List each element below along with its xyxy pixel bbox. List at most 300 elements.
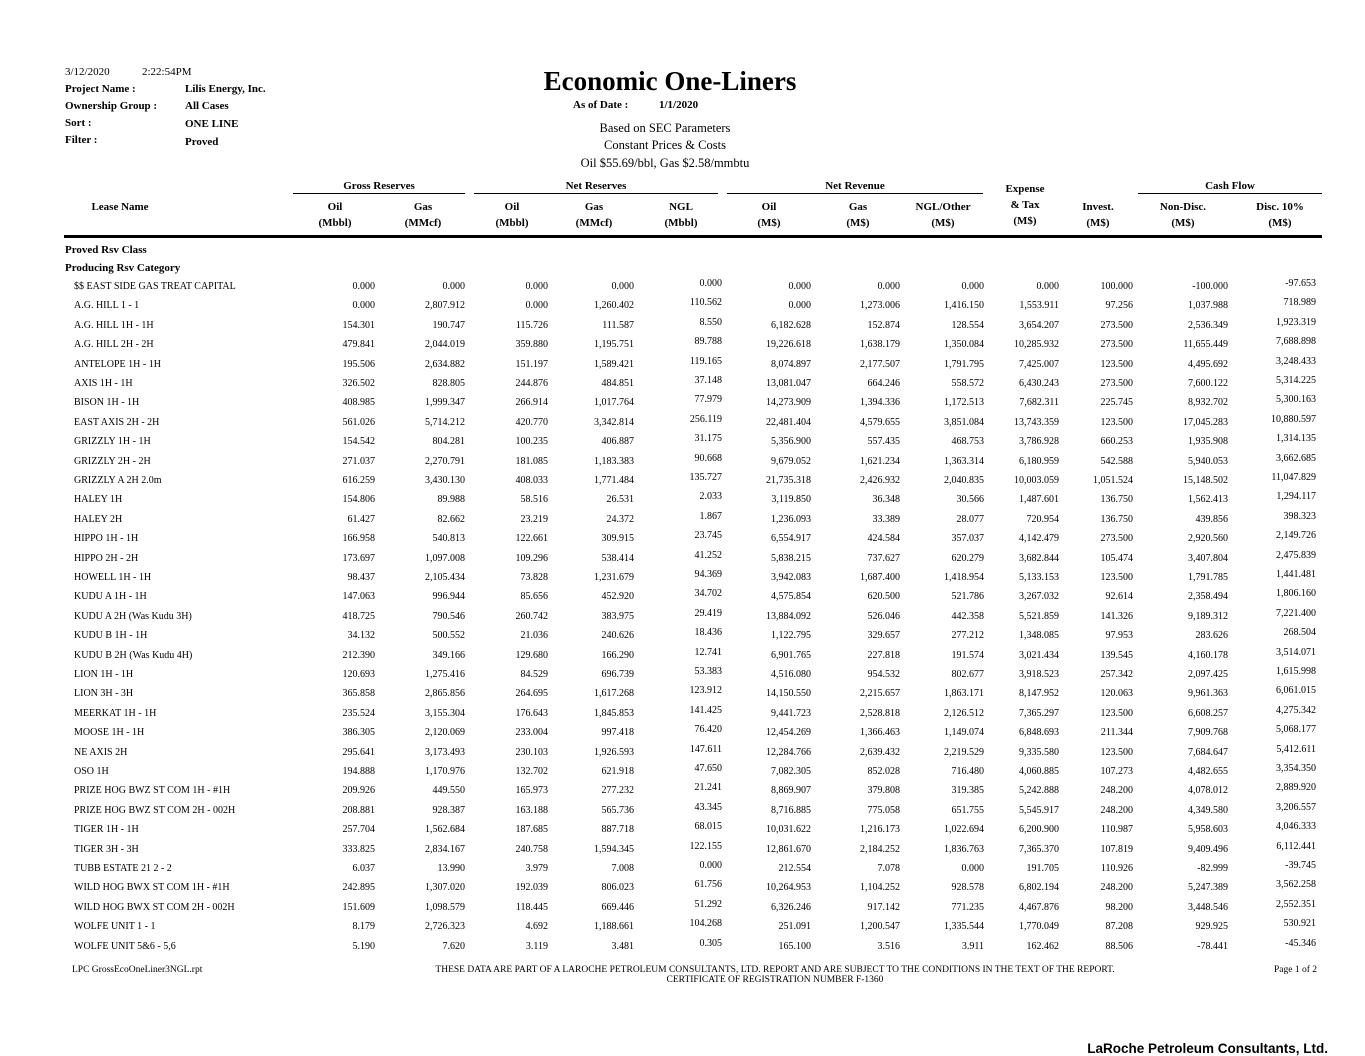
disc-10-cell: 530.921 [1283,918,1316,930]
rev-ngl-other-cell: 1,863.171 [944,688,984,700]
gross-gas-cell: 790.546 [432,610,465,622]
net-gas-cell: 1,771.484 [594,475,634,486]
net-oil-cell: 176.643 [515,707,548,719]
net-ngl-cell: 0.000 [699,860,722,871]
lease-name-cell: KUDU B 1H - 1H [74,630,148,642]
lease-name-cell: ANTELOPE 1H - 1H [74,358,161,370]
gross-oil-cell: 561.026 [342,416,375,428]
net-gas-cell: 1,195.751 [594,339,634,351]
filter-value: Proved [185,136,219,148]
net-oil-cell: 118.445 [515,901,548,913]
rev-ngl-other-cell: 802.677 [951,669,984,680]
expense-tax-cell: 1,348.085 [1019,630,1059,642]
non-disc-cell: 1,037.988 [1188,300,1228,312]
disc-10-cell: 1,923.319 [1276,316,1316,328]
net-ngl-cell: 43.345 [694,801,722,813]
gross-gas-cell: 1,307.020 [425,882,465,894]
rev-ngl-other-cell: 357.037 [951,533,984,545]
net-oil-cell: 230.103 [515,746,548,758]
net-gas-cell: 1,188.661 [594,921,634,933]
lease-name-cell: TIGER 1H - 1H [74,824,139,836]
non-disc-cell: -78.441 [1197,940,1228,952]
expense-tax-cell: 3,786.928 [1019,436,1059,448]
table-row [0,588,1365,610]
net-oil-cell: 192.039 [515,882,548,894]
invest-cell: 123.500 [1100,572,1133,583]
reserve-category-label: Producing Rsv Category [65,262,181,274]
disc-10-cell: 1,806.160 [1276,588,1316,600]
net-oil-cell: 264.695 [515,688,548,700]
table-row [0,743,1365,766]
net-oil-cell: 73.828 [520,572,548,583]
rev-oil-cell: 22,481.404 [766,416,811,428]
rev-gas-cell: 1,366.463 [860,727,900,739]
table-row [0,297,1365,319]
rev-ngl-other-cell: 1,363.314 [944,455,984,467]
net-ngl-cell: 68.015 [694,821,722,833]
table-row [0,937,1365,960]
non-disc-cell: -100.000 [1192,281,1228,292]
net-ngl-cell: 90.668 [694,452,722,464]
ownership-group-label: Ownership Group : [65,100,158,112]
rev-ngl-other-cell: 0.000 [961,863,984,874]
rev-oil-cell: 10,264.953 [766,882,811,894]
net-gas-cell: 1,589.421 [594,358,634,370]
non-disc-cell: 9,189.312 [1188,610,1228,622]
non-disc-cell: 15,148.502 [1183,475,1228,486]
rev-oil-cell: 14,273.909 [766,397,811,409]
net-gas-cell: 887.718 [601,824,634,836]
net-oil-cell: 165.973 [515,785,548,797]
gross-gas-cell: 449.550 [432,785,465,797]
lease-name-cell: OSO 1H [74,766,109,777]
gross-oil-cell: 295.641 [342,746,375,758]
rev-ngl-other-cell: 0.000 [961,281,984,292]
net-ngl-cell: 31.175 [694,433,722,445]
lease-name-cell: A.G. HILL 1H - 1H [74,319,154,331]
rev-gas-cell: 424.584 [867,533,900,545]
filter-label: Filter : [65,134,98,146]
disc-10-cell: 2,889.920 [1276,782,1316,794]
table-row [0,627,1365,649]
non-disc-cell: 5,940.053 [1188,455,1228,467]
rev-gas-cell: 526.046 [867,610,900,622]
table-row [0,491,1365,513]
lease-name-cell: NE AXIS 2H [74,746,128,758]
rev-gas-cell: 737.627 [867,552,900,564]
lease-name-cell: PRIZE HOG BWZ ST COM 1H - #1H [74,785,231,797]
table-row [0,879,1365,901]
expense-tax-cell: 5,521.859 [1019,610,1059,622]
net-gas-cell: 26.531 [606,494,634,506]
rev-gas-cell: 557.435 [867,436,900,448]
disc-10-cell: 3,514.071 [1276,646,1316,658]
net-oil-cell: 3.119 [525,940,548,952]
non-disc-cell: 9,961.363 [1188,688,1228,700]
net-ngl-cell: 147.611 [689,743,722,755]
gross-oil-cell: 242.895 [342,882,375,894]
rev-gas-cell: 2,639.432 [860,746,900,758]
rev-ngl-other-cell: 191.574 [951,649,984,661]
table-row [0,336,1365,358]
table-row [0,782,1365,804]
table-row [0,569,1365,591]
gross-gas-cell: 2,105.434 [425,572,465,583]
invest-cell: 273.500 [1100,339,1133,351]
non-disc-cell: 1,562.413 [1188,494,1228,506]
rev-oil-cell: 8,869.907 [771,785,811,797]
net-gas-cell: 806.023 [601,882,634,894]
non-disc-cell: 7,600.122 [1188,378,1228,389]
gross-oil-cell: 326.502 [342,378,375,389]
rev-gas-cell: 227.818 [867,649,900,661]
rev-oil-cell: 5,838.215 [771,552,811,564]
non-disc-cell: 4,349.580 [1188,804,1228,816]
table-row [0,607,1365,630]
expense-tax-cell: 191.705 [1026,863,1059,874]
col-invest: Invest. (M$) [1082,201,1114,229]
lease-name-cell: $$ EAST SIDE GAS TREAT CAPITAL [74,281,236,292]
gross-gas-cell: 13.990 [437,863,465,874]
rev-oil-cell: 212.554 [778,863,811,874]
expense-tax-cell: 6,802.194 [1019,882,1059,894]
expense-tax-cell: 4,060.885 [1019,766,1059,777]
rev-gas-cell: 1,394.336 [860,397,900,409]
net-gas-cell: 1,845.853 [594,707,634,719]
net-gas-cell: 309.915 [601,533,634,545]
net-oil-cell: 181.085 [515,455,548,467]
rev-ngl-other-cell: 319.385 [951,785,984,797]
lease-name-cell: WILD HOG BWX ST COM 2H - 002H [74,901,235,913]
rev-oil-cell: 6,554.917 [771,533,811,545]
group-net-reserves: Net Reserves [565,180,627,192]
rev-ngl-other-cell: 2,126.512 [944,707,984,719]
group-gross-reserves-rule [293,193,465,194]
net-oil-cell: 244.876 [515,378,548,389]
rev-oil-cell: 13,884.092 [766,610,811,622]
gross-oil-cell: 209.926 [342,785,375,797]
invest-cell: 110.987 [1100,824,1133,836]
rev-gas-cell: 1,200.547 [860,921,900,933]
rev-ngl-other-cell: 3.911 [961,940,984,952]
gross-oil-cell: 271.037 [342,455,375,467]
gross-gas-cell: 928.387 [432,804,465,816]
net-oil-cell: 359.880 [515,339,548,351]
page-title: Economic One-Liners [543,66,797,96]
non-disc-cell: 8,932.702 [1188,397,1228,409]
lease-name-cell: HALEY 1H [74,494,123,506]
non-disc-cell: 4,078.012 [1188,785,1228,797]
rev-gas-cell: 852.028 [867,766,900,777]
rev-ngl-other-cell: 1,791.795 [944,358,984,370]
rev-gas-cell: 2,215.657 [860,688,900,700]
invest-cell: 1,051.524 [1093,475,1133,486]
net-gas-cell: 997.418 [601,727,634,739]
expense-tax-cell: 3,682.844 [1019,552,1059,564]
gross-gas-cell: 349.166 [432,649,465,661]
lease-name-cell: MOOSE 1H - 1H [74,727,145,739]
disc-10-cell: -39.745 [1285,860,1316,871]
expense-tax-cell: 4,467.876 [1019,901,1059,913]
net-ngl-cell: 47.650 [694,763,722,774]
table-row [0,355,1365,378]
gross-gas-cell: 7.620 [442,940,465,952]
disc-10-cell: 4,275.342 [1276,704,1316,716]
non-disc-cell: 2,536.349 [1188,319,1228,331]
non-disc-cell: 2,920.560 [1188,533,1228,545]
expense-tax-cell: 9,335.580 [1019,746,1059,758]
disc-10-cell: 1,314.135 [1276,433,1316,445]
report-time: 2:22:54PM [142,66,192,78]
net-gas-cell: 383.975 [601,610,634,622]
rev-oil-cell: 13,081.047 [766,378,811,389]
net-gas-cell: 1,017.764 [594,397,634,409]
gross-oil-cell: 154.542 [342,436,375,448]
gross-gas-cell: 190.747 [432,319,465,331]
rev-gas-cell: 1,621.234 [860,455,900,467]
non-disc-cell: 9,409.496 [1188,843,1228,855]
net-oil-cell: 4.692 [525,921,548,933]
col-rev-ngl-other: NGL/Other (M$) [915,201,971,229]
rev-ngl-other-cell: 28.077 [956,513,984,525]
non-disc-cell: 5,958.603 [1188,824,1228,836]
gross-gas-cell: 2,807.912 [425,300,465,312]
gross-oil-cell: 147.063 [342,591,375,603]
net-ngl-cell: 34.702 [694,588,722,600]
table-row [0,821,1365,843]
rev-oil-cell: 165.100 [778,940,811,952]
expense-tax-cell: 5,545.917 [1019,804,1059,816]
rev-oil-cell: 12,454.269 [766,727,811,739]
invest-cell: 273.500 [1100,319,1133,331]
lease-name-cell: AXIS 1H - 1H [74,378,133,389]
rev-gas-cell: 2,184.252 [860,843,900,855]
invest-cell: 123.500 [1100,707,1133,719]
net-ngl-cell: 51.292 [694,898,722,910]
invest-cell: 107.819 [1100,843,1133,855]
reserve-class-label: Proved Rsv Class [65,244,147,256]
gross-gas-cell: 1,097.008 [425,552,465,564]
net-ngl-cell: 53.383 [694,666,722,677]
project-name-value: Lilis Energy, Inc. [185,83,266,95]
gross-oil-cell: 333.825 [342,843,375,855]
project-name-label: Project Name : [65,83,136,95]
table-row [0,530,1365,552]
net-ngl-cell: 119.165 [689,355,722,367]
invest-cell: 257.342 [1100,669,1133,680]
invest-cell: 123.500 [1100,746,1133,758]
rev-ngl-other-cell: 928.578 [951,882,984,894]
rev-ngl-other-cell: 651.755 [951,804,984,816]
rev-ngl-other-cell: 1,416.150 [944,300,984,312]
net-gas-cell: 484.851 [601,378,634,389]
gross-oil-cell: 120.693 [342,669,375,680]
gross-gas-cell: 1,999.347 [425,397,465,409]
gross-gas-cell: 2,120.069 [425,727,465,739]
net-ngl-cell: 0.305 [699,937,722,949]
net-oil-cell: 23.219 [520,513,548,525]
expense-tax-cell: 1,553.911 [1019,300,1059,312]
expense-tax-cell: 720.954 [1026,513,1059,525]
invest-cell: 273.500 [1100,533,1133,545]
disc-10-cell: 6,061.015 [1276,685,1316,697]
rev-ngl-other-cell: 2,219.529 [944,746,984,758]
invest-cell: 123.500 [1100,416,1133,428]
rev-oil-cell: 9,679.052 [771,455,811,467]
disc-10-cell: 3,562.258 [1276,879,1316,891]
rev-gas-cell: 2,528.818 [860,707,900,719]
col-non-disc: Non-Disc. (M$) [1159,201,1207,229]
gross-gas-cell: 500.552 [432,630,465,642]
lease-name-cell: HALEY 2H [74,513,123,525]
net-ngl-cell: 122.155 [689,840,722,852]
disc-10-cell: 1,294.117 [1276,491,1316,503]
gross-gas-cell: 540.813 [432,533,465,545]
gross-oil-cell: 408.985 [342,397,375,409]
lease-name-cell: A.G. HILL 1 - 1 [74,300,140,312]
table-row [0,646,1365,669]
table-row [0,413,1365,436]
gross-gas-cell: 2,726.323 [425,921,465,933]
net-ngl-cell: 37.148 [694,375,722,386]
invest-cell: 105.474 [1100,552,1133,564]
net-oil-cell: 85.656 [520,591,548,603]
net-oil-cell: 163.188 [515,804,548,816]
invest-cell: 542.588 [1100,455,1133,467]
table-row [0,433,1365,455]
expense-tax-cell: 5,242.888 [1019,785,1059,797]
table-row [0,666,1365,688]
rev-gas-cell: 7.078 [877,863,900,874]
net-gas-cell: 621.918 [601,766,634,777]
subtitle-constant-prices: Constant Prices & Costs [604,138,726,152]
rev-ngl-other-cell: 1,418.954 [944,572,984,583]
expense-tax-cell: 5,133.153 [1019,572,1059,583]
rev-gas-cell: 1,638.179 [860,339,900,351]
rev-ngl-other-cell: 521.786 [951,591,984,603]
invest-cell: 248.200 [1100,882,1133,894]
gross-oil-cell: 365.858 [342,688,375,700]
rev-gas-cell: 917.142 [867,901,900,913]
group-gross-reserves: Gross Reserves [343,180,415,192]
expense-tax-cell: 1,487.601 [1019,494,1059,506]
net-ngl-cell: 0.000 [699,278,722,289]
net-oil-cell: 0.000 [525,300,548,312]
disc-10-cell: 3,354.350 [1276,763,1316,774]
lease-name-cell: KUDU A 2H (Was Kudu 3H) [74,610,192,622]
rev-oil-cell: 3,942.083 [771,572,811,583]
rev-oil-cell: 251.091 [778,921,811,933]
disc-10-cell: 5,412.611 [1276,743,1316,755]
non-disc-cell: 7,684.647 [1188,746,1228,758]
net-gas-cell: 1,594.345 [594,843,634,855]
gross-gas-cell: 82.662 [437,513,465,525]
rev-oil-cell: 6,326.246 [771,901,811,913]
net-ngl-cell: 256.119 [689,413,722,425]
disc-10-cell: 10,880.597 [1271,413,1316,425]
non-disc-cell: 7,909.768 [1188,727,1228,739]
rev-gas-cell: 0.000 [877,281,900,292]
non-disc-cell: 4,482.655 [1188,766,1228,777]
col-lease-name: Lease Name [91,201,149,213]
net-gas-cell: 669.446 [601,901,634,913]
expense-tax-cell: 6,430.243 [1019,378,1059,389]
net-ngl-cell: 41.252 [694,549,722,561]
non-disc-cell: 1,791.785 [1188,572,1228,583]
page-number: Page 1 of 2 [1273,965,1317,975]
lease-name-cell: TIGER 3H - 3H [74,843,139,855]
non-disc-cell: 2,358.494 [1188,591,1228,603]
rev-oil-cell: 8,074.897 [771,358,811,370]
gross-gas-cell: 3,155.304 [425,707,465,719]
expense-tax-cell: 1,770.049 [1019,921,1059,933]
col-gross-oil: Oil (Mbbl) [318,201,352,229]
invest-cell: 273.500 [1100,378,1133,389]
net-oil-cell: 84.529 [520,669,548,680]
non-disc-cell: 3,448.546 [1188,901,1228,913]
disc-10-cell: 2,149.726 [1276,530,1316,542]
net-oil-cell: 100.235 [515,436,548,448]
expense-tax-cell: 7,365.297 [1019,707,1059,719]
disc-10-cell: -97.653 [1285,278,1316,289]
group-net-revenue-rule [727,193,983,194]
col-disc-10: Disc. 10% (M$) [1256,201,1304,229]
non-disc-cell: 929.925 [1195,921,1228,933]
disc-10-cell: 5,300.163 [1276,394,1316,406]
lease-name-cell: HOWELL 1H - 1H [74,572,152,583]
invest-cell: 660.253 [1100,436,1133,448]
gross-gas-cell: 2,865.856 [425,688,465,700]
invest-cell: 88.506 [1105,940,1133,952]
net-oil-cell: 420.770 [515,416,548,428]
lease-name-cell: WOLFE UNIT 1 - 1 [74,921,156,933]
disclaimer-text: THESE DATA ARE PART OF A LAROCHE PETROLEUM CONSULTANTS, LTD. REPORT AND ARE SUBJECT TO THE CONDITIONS IN THE TEXT OF THE REPORT. CERTIFICATE OF REGISTRATION NUMBER F-1360 [435,965,1115,985]
as-of-date-value: 1/1/2020 [659,99,699,111]
rev-gas-cell: 36.348 [872,494,900,506]
net-oil-cell: 132.702 [515,766,548,777]
gross-oil-cell: 235.524 [342,707,375,719]
gross-gas-cell: 5,714.212 [425,416,465,428]
table-row [0,724,1365,746]
disc-10-cell: 5,314.225 [1276,375,1316,386]
gross-oil-cell: 6.037 [352,863,375,874]
rev-ngl-other-cell: 771.235 [951,901,984,913]
net-gas-cell: 24.372 [606,513,634,525]
disc-10-cell: 3,248.433 [1276,355,1316,367]
net-oil-cell: 122.661 [515,533,548,545]
non-disc-cell: 283.626 [1195,630,1228,642]
net-gas-cell: 1,183.383 [594,455,634,467]
net-ngl-cell: 104.268 [689,918,722,930]
rev-gas-cell: 329.657 [867,630,900,642]
expense-tax-cell: 7,682.311 [1019,397,1059,409]
table-row [0,472,1365,494]
lease-name-cell: MEERKAT 1H - 1H [74,707,157,719]
rev-gas-cell: 4,579.655 [860,416,900,428]
gross-oil-cell: 154.301 [342,319,375,331]
col-gross-gas: Gas (MMcf) [404,201,442,229]
net-ngl-cell: 77.979 [694,394,722,406]
net-ngl-cell: 94.369 [694,569,722,580]
net-oil-cell: 115.726 [515,319,548,331]
rev-oil-cell: 9,441.723 [771,707,811,719]
non-disc-cell: -82.999 [1197,863,1228,874]
subtitle-prices: Oil $55.69/bbl, Gas $2.58/mmbtu [580,156,750,170]
net-gas-cell: 240.626 [601,630,634,642]
disc-10-cell: -45.346 [1285,937,1316,949]
rev-gas-cell: 33.389 [872,513,900,525]
invest-cell: 92.614 [1105,591,1133,603]
